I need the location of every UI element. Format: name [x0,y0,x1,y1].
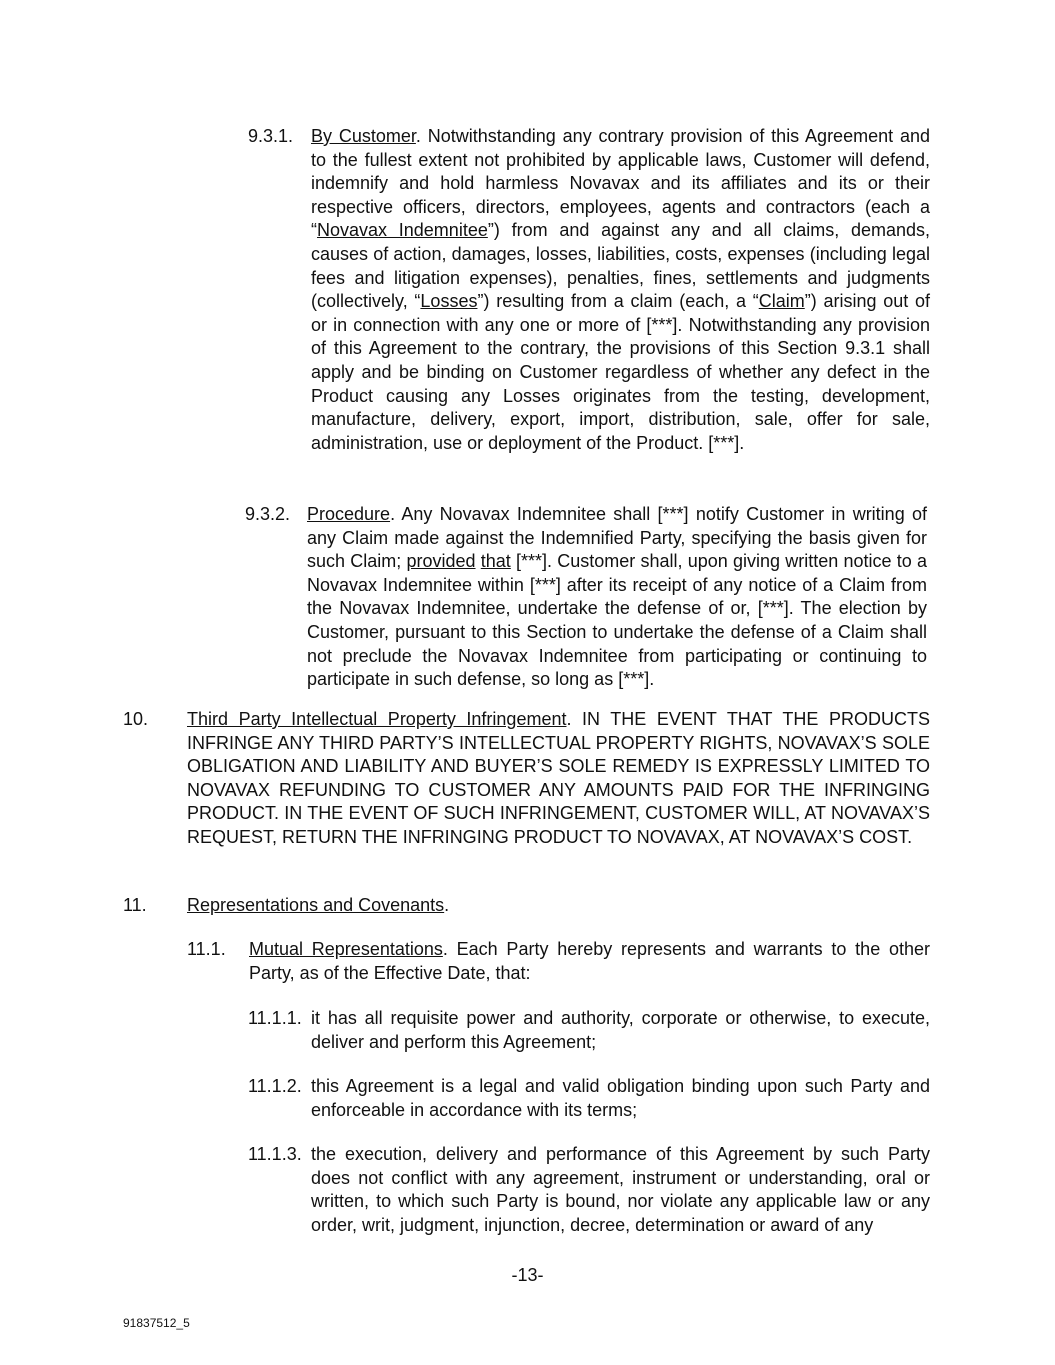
section-11-body [187,894,930,918]
body-text: . Each Party hereby represents and warrants to the other Party, as of the Effective Date, that: [249,939,930,983]
section-number-9-3-2: 9.3.2. [245,504,291,524]
defined-term: Claim [758,291,805,312]
section-11-1-3-body: the execution, delivery and performance of this Agreement by such Party does not conflict with any agreement, instrument or understanding, oral or written, to which such Party is bound, nor violate any applicable law or any order, writ, judgment, injunction, decree, determination or award of any [311,1144,930,1235]
defined-term: Losses [420,291,478,312]
section-number-10: 10. [123,709,149,729]
section-number-11-1: 11.1. [187,939,226,959]
body-text: . Any Novavax Indemnitee shall [***] notify Customer in writing of any Claim made against the Indemnified Party, specifying the basis given for such Claim; [307,504,927,572]
section-heading: Third Party Intellectual Property Infringement [187,709,567,729]
section-9-3-1-body [311,125,930,455]
body-text: ”) resulting from a claim (each, a “ [477,291,759,312]
section-11-1-2-body: this Agreement is a legal and valid obligation binding upon such Party and enforceable in accordance with its terms; [311,1076,930,1120]
section-heading: Representations and Covenants [187,895,445,915]
body-text: ”) from and against any and all claims, demands, causes of action, damages, losses, liabilities, costs, expenses (including legal fees and litigation expenses), penalties, fines, settlements and judgments (collectively, “ [311,220,931,312]
body-text: [***]. Customer shall, upon giving written notice to a Novavax Indemnitee within [***] after its receipt of any notice of a Claim from the Novavax Indemnitee, undertake the defense of or, [***]. The election by Customer, pursuant to this Section to undertake the defense of a Claim shall not preclude the Novavax Indemnitee from participating or continuing to participate in such defense, so long as [***]. [307,551,928,690]
section-number-11: 11. [123,895,147,915]
section-11-1-1-body: it has all requisite power and authority, corporate or otherwise, to execute, deliver and perform this Agreement; [311,1008,930,1052]
section-number-9-3-1: 9.3.1. [248,126,294,146]
section-10-body [187,708,930,850]
section-number-11-1-3: 11.1.3. [248,1144,302,1164]
section-number-11-1-2: 11.1.2. [248,1076,302,1096]
section-heading: Mutual Representations [249,939,443,959]
section-9-3-2-body [307,503,927,692]
body-text: . [444,895,450,915]
body-text: ”) arising out of or in connection with any one or more of [***]. Notwithstanding any provision of this Agreement to the contrary, the provisions of this Section 9.3.1 shall apply and be binding on Customer regardless of whether any defect in the Product causing any Losses originates from the testing, development, manufacture, delivery, export, import, distribution, sale, offer for sale, administration, use or deployment of the Product. [***]. [311,291,930,453]
section-heading: By Customer [311,126,416,146]
section-heading: Procedure [307,504,391,524]
emphasis-term: that [480,551,511,572]
section-number-11-1-1: 11.1.1. [248,1008,302,1028]
page-number: -13- [511,1265,544,1285]
defined-term: Novavax Indemnitee [317,220,488,241]
document-id: 91837512_5 [123,1316,190,1330]
section-11-1-body [249,938,930,985]
body-text: . IN THE EVENT THAT THE PRODUCTS INFRINGE ANY THIRD PARTY’S INTELLECTUAL PROPERTY RIGHTS, NOVAVAX’S SOLE OBLIGATION AND LIABILITY AND BUYER’S SOLE REMEDY IS EXPRESSLY LIMITED TO NOVAVAX REFUNDING TO CUSTOMER ANY AMOUNTS PAID FOR THE INFRINGING PRODUCT. IN THE EVENT OF SUCH INFRINGEMENT, CUSTOMER WILL, AT NOVAVAX’S REQUEST, RETURN THE INFRINGING PRODUCT TO NOVAVAX, AT NOVAVAX’S COST. [187,709,930,847]
emphasis-term: provided [406,551,476,572]
body-text: . Notwithstanding any contrary provision of this Agreement and to the fullest extent not prohibited by applicable laws, Customer will defend, indemnify and hold harmless Novavax and its affiliates and its or their respective officers, directors, employees, agents and contractors (each a “ [311,126,930,241]
